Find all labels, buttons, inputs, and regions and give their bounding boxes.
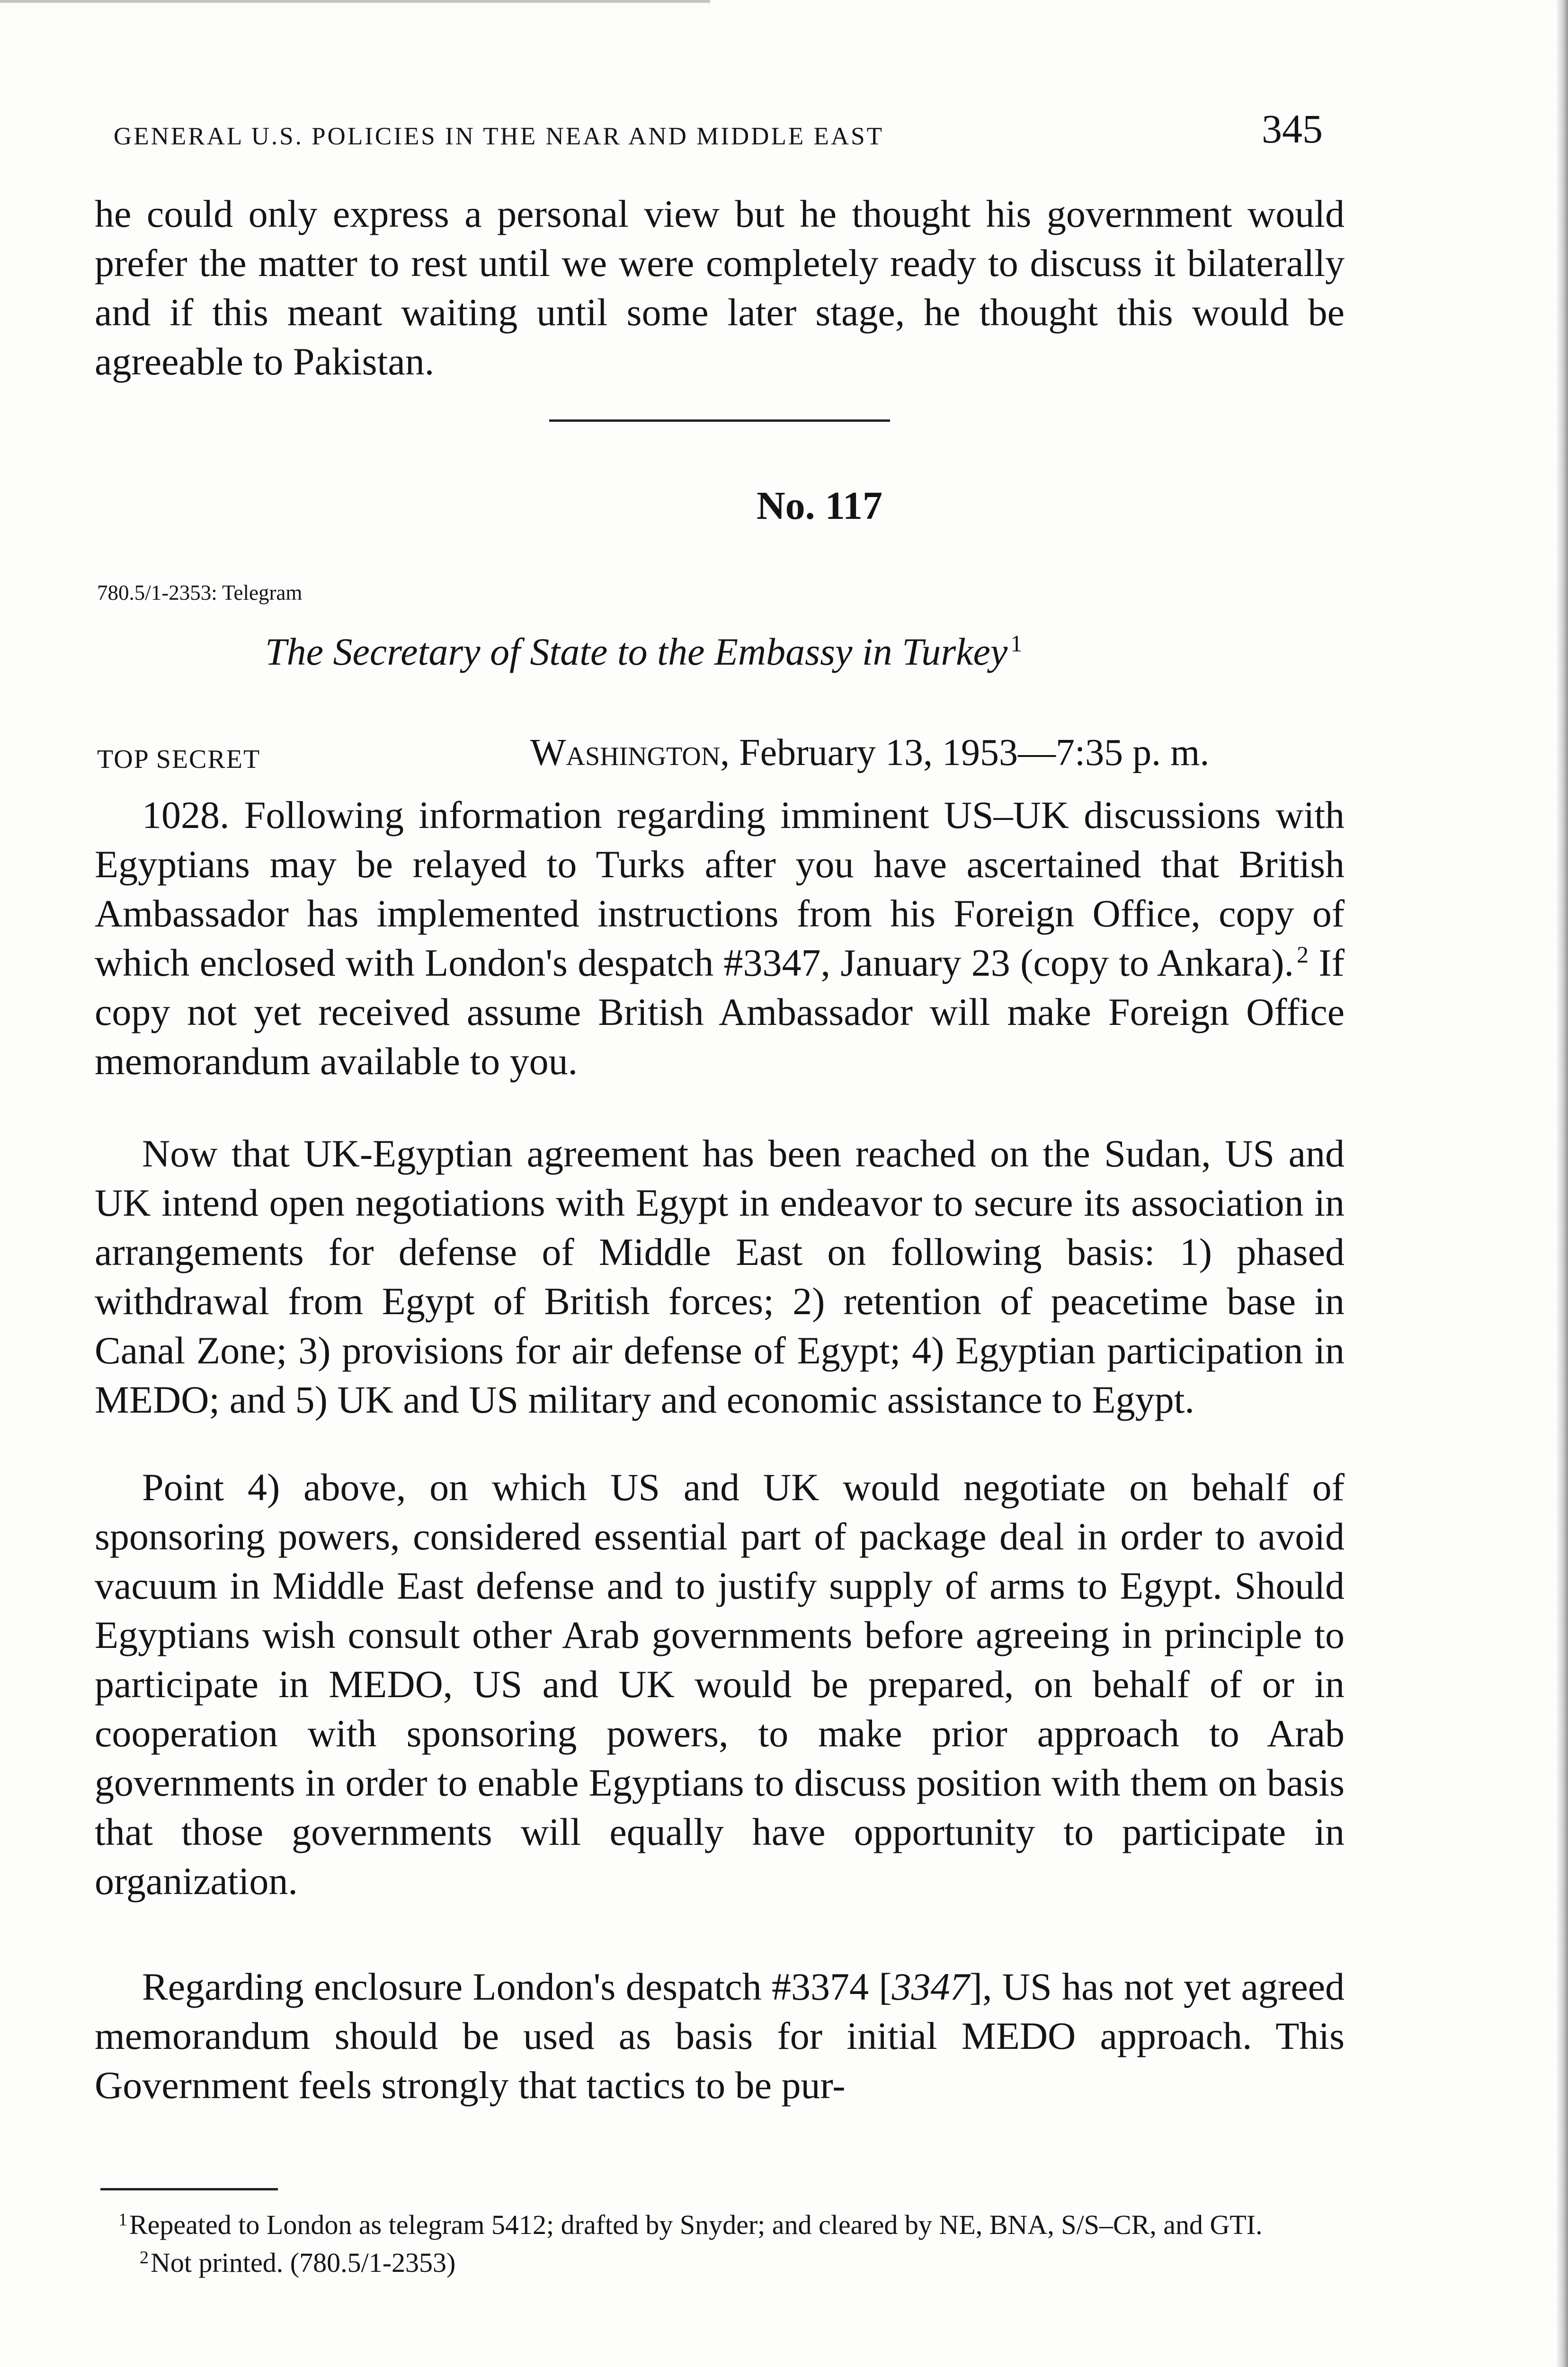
footnote-mark-2: 2 [1297,941,1309,968]
paragraph-4 [95,1962,1345,2110]
paragraph-1-text: 1028. Following information regarding imminent US–UK discussions with Egyptians may be relayed to Turks after you have ascertained that British Ambassador has implemented instructions from his Foreign Office, copy of which enclosed with London's despatch #3347, January 23 (copy to Ankara). [95,793,1345,984]
paragraph-4-correction: 3347 [891,1965,970,2008]
paragraph-1 [95,791,1345,1086]
footnote-mark-1: 1 [1010,630,1023,657]
paragraph-3: Point 4) above, on which US and UK would negotiate on behalf of sponsoring powers, considered essential part of package deal in order to avoid vacuum in Middle East defense and to justify supply of arms to Egypt. Should Egyptians wish consult other Arab governments before agreeing in principle to participate in MEDO, US and UK would be prepared, on behalf of or in cooperation with sponsoring powers, to make prior approach to Arab governments in order to enable Egyptians to discuss position with them on basis that those governments will equally have opportunity to participate in organization. [95,1466,1345,1903]
classification-label: TOP SECRET [97,745,261,774]
dateline-date: , February 13, 1953—7:35 p. m. [720,732,1210,774]
footnote-2-text: Not printed. (780.5/1-2353) [151,2247,456,2278]
dateline [530,731,1209,774]
intro-paragraph: he could only express a personal view but he thought his government would prefer the matter to rest until we were completely ready to discuss it bilaterally and if this meant waiting until some later stage, he thought this would be agreeable to Pakistan. [95,192,1345,383]
section-separator [549,419,890,422]
file-reference: 780.5/1-2353: Telegram [97,581,303,605]
document-title [265,630,1022,674]
footnote-1-text: Repeated to London as telegram 5412; drafted by Snyder; and cleared by NE, BNA, S/S–CR, and GTI. [129,2209,1263,2240]
scan-edge-right [1556,0,1568,2367]
document-number: No. 117 [756,484,883,528]
footnote-rule [100,2188,278,2190]
paragraph-4-continuation: ], US has not yet agreed memorandum should be used as basis for initial MEDO approach. This Government feels strongly that tactics to be pur- [95,1965,1345,2107]
dateline-city: Washington [530,732,721,774]
running-head-title: GENERAL U.S. POLICIES IN THE NEAR AND MIDDLE EAST [114,123,884,150]
paragraph-4-text: Regarding enclosure London's despatch #3374 [ [142,1965,892,2008]
document-title-text: The Secretary of State to the Embassy in Turkey [265,630,1008,673]
footnote-1-mark: 1 [118,2210,127,2230]
paragraph-2: Now that UK-Egyptian agreement has been reached on the Sudan, US and UK intend open negotiations with Egypt in endeavor to secure its association in arrangements for defense of Middle East on following basis: 1) phased withdrawal from Egypt of British forces; 2) retention of peacetime base in Canal Zone; 3) provisions for air defense of Egypt; 4) Egyptian participation in MEDO; and 5) UK and US military and economic assistance to Egypt. [95,1132,1345,1421]
scan-edge-top [0,0,710,3]
footnote-1 [99,2206,1349,2244]
paragraph-1-continuation: If copy not yet received assume British Ambassador will make Foreign Office memorandum available to you. [95,941,1345,1083]
footnote-2-mark: 2 [140,2248,149,2268]
footnote-2 [99,2244,1349,2282]
footnotes [99,2206,1349,2282]
page-number: 345 [1262,106,1323,151]
